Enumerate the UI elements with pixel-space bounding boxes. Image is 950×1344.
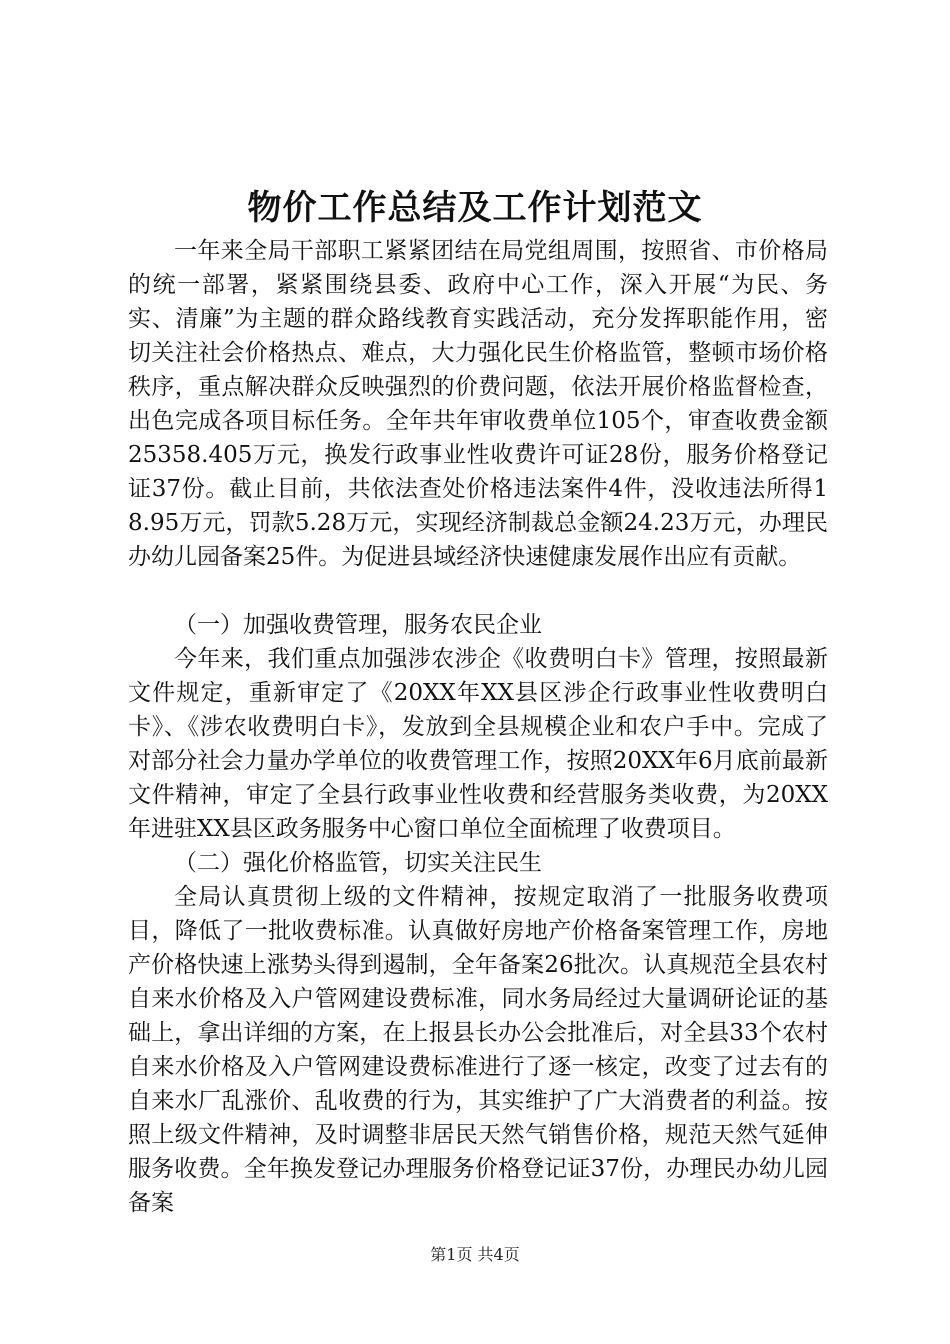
document-body [128, 234, 828, 1220]
page-footer: 第1页 共4页 [430, 1245, 520, 1264]
section1-heading: （一）加强收费管理，服务农民企业 [174, 612, 542, 638]
document-title: 物价工作总结及工作计划范文 [247, 188, 703, 228]
section2-heading: （二）强化价格监管，切实关注民生 [174, 850, 542, 876]
section2-paragraph: 全局认真贯彻上级的文件精神，按规定取消了一批服务收费项目，降低了一批收费标准。认真做好房地产价格备案管理工作，房地产价格快速上涨势头得到遏制，全年备案26批次。认真规范全县农村自来水价格及入户管网建设费标准，同水务局经过大量调研论证的基础上，拿出详细的方案，在上报县长办公会批准后，对全县33个农村自来水价格及入户管网建设费标准进行了逐一核定，改变了过去有的自来水厂乱涨价、乱收费的行为，其实维护了广大消费者的利益。按照上级文件精神，及时调整非居民天然气销售价格，规范天然气延伸服务收费。全年换发登记办理服务价格登记证37份，办理民办幼儿园备案 [128, 884, 828, 1216]
section1-paragraph: 今年来，我们重点加强涉农涉企《收费明白卡》管理，按照最新文件规定，重新审定了《20XX年XX县区涉企行政事业性收费明白卡》、《涉农收费明白卡》，发放到全县规模企业和农户手中。完成了对部分社会力量办学单位的收费管理工作，按照20XX年6月底前最新文件精神，审定了全县行政事业性收费和经营服务类收费，为20XX年进驻XX县区政务服务中心窗口单位全面梳理了收费项目。 [128, 646, 828, 842]
paragraph-gap [128, 574, 828, 608]
intro-paragraph: 一年来全局干部职工紧紧团结在局党组周围，按照省、市价格局的统一部署，紧紧围绕县委、政府中心工作，深入开展“为民、务实、清廉”为主题的群众路线教育实践活动，充分发挥职能作用，密切关注社会价格热点、难点，大力强化民生价格监管，整顿市场价格秩序，重点解决群众反映强烈的价费问题，依法开展价格监督检查，出色完成各项目标任务。全年共年审收费单位105个，审查收费金额25358.405万元，换发行政事业性收费许可证28份，服务价格登记证37份。截止目前，共依法查处价格违法案件4件，没收违法所得18.95万元，罚款5.28万元，实现经济制裁总金额24.23万元，办理民办幼儿园备案25件。为促进县域经济快速健康发展作出应有贡献。 [128, 238, 828, 570]
